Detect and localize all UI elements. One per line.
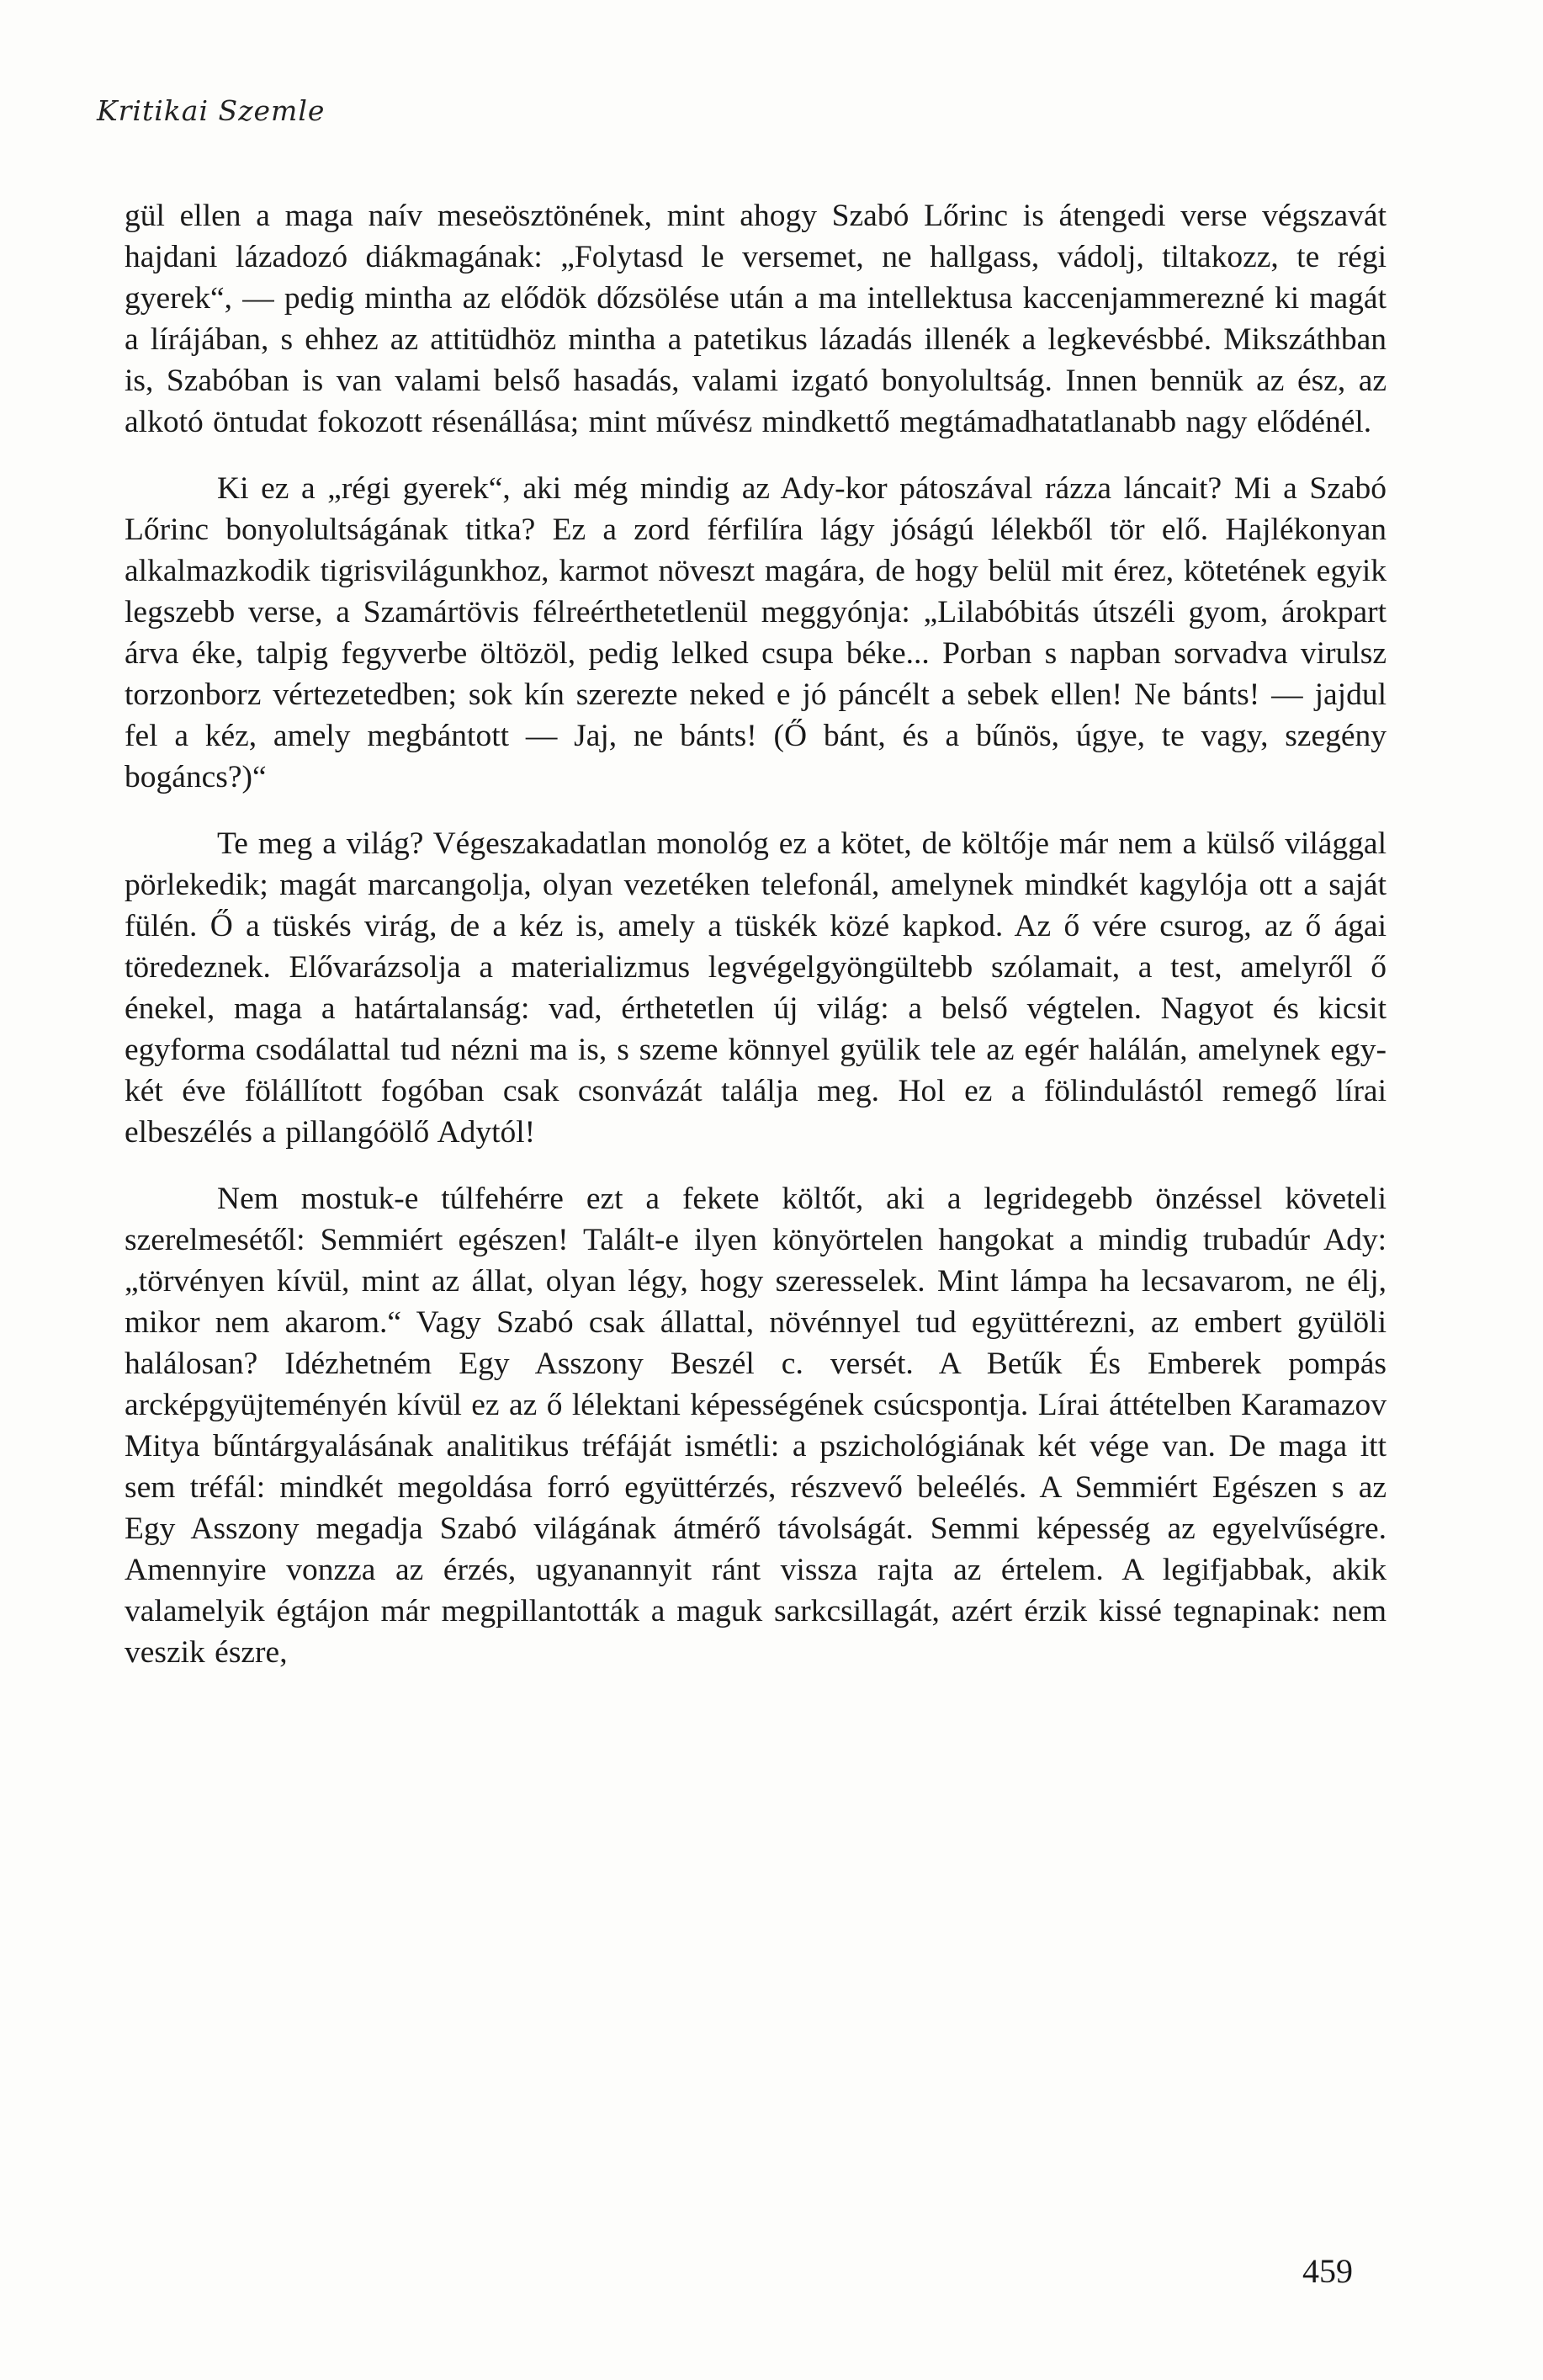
paragraph-continued: gül ellen a maga naív meseösztönének, mint ahogy Szabó Lőrinc is átengedi verse végszavát hajdani lázadozó diákmagának: „Folytasd le versemet, ne hallgass, vádolj, tiltakozz, te régi gyerek“, — pedig mintha az elődök dőzsölése után a ma intellektusa kaccenjammerezné ki magát a lírájában, s ehhez az attitüdhöz mintha a patetikus lázadás illenék a legkevésbbé. Mikszáthban is, Szabóban is van valami belső hasadás, valami izgató bonyolultság. Innen bennük az ész, az alkotó öntudat fokozott résenállása; mint művész mindkettő megtámadhatatlanabb nagy elődénél.: [125, 199, 1387, 439]
paragraph: Nem mostuk-e túlfehérre ezt a fekete költőt, aki a legridegebb önzéssel követeli szerelmesétől: Semmiért egészen! Talált-e ilyen könyörtelen hangokat a mindig trubadúr Ady: „törvényen kívül, mint az állat, olyan légy, hogy szeresselek. Mint lámpa ha lecsavarom, ne élj, mikor nem akarom.“ Vagy Szabó csak állattal, növénnyel tud együttérezni, az embert gyülöli halálosan? Idézhetném Egy Asszony Beszél c. versét. A Betűk És Emberek pompás arcképgyüjteményén kívül ez az ő lélektani képességének csúcspontja. Lírai áttételben Karamazov Mitya bűntárgyalásának analitikus tréfáját ismétli: a pszichológiának két vége van. De maga itt sem tréfál: mindkét megoldása forró együttérzés, részvevő beleélés. A Semmiért Egészen s az Egy Asszony megadja Szabó világának átmérő távolságát. Semmi képesség az egyelvűségre. Amennyire vonzza az érzés, ugyanannyit ránt vissza rajta az értelem. A legifjabbak, akik valamelyik égtájon már megpillantották a maguk sarkcsillagát, azért érzik kissé tegnapinak: nem veszik észre,: [125, 1182, 1387, 1670]
running-head: Kritikai Szemle: [97, 94, 326, 127]
body-text: [125, 195, 1387, 1673]
page-number: 459: [1302, 2252, 1353, 2290]
paragraph: Ki ez a „régi gyerek“, aki még mindig az Ady-kor pátoszával rázza láncait? Mi a Szabó Lőrinc bonyolultságának titka? Ez a zord férfilíra lágy jóságú lélekből tör elő. Hajlékonyan alkalmazkodik tigrisvilágunkhoz, karmot növeszt magára, de hogy belül mit érez, kötetének egyik legszebb verse, a Szamártövis félreérthetetlenül meggyónja: „Lilabóbitás útszéli gyom, árokpart árva éke, talpig fegyverbe öltözöl, pedig lelked csupa béke... Porban s napban sorvadva virulsz torzonborz vértezetedben; sok kín szerezte neked e jó páncélt a sebek ellen! Ne bánts! — jajdul fel a kéz, amely megbántott — Jaj, ne bánts! (Ő bánt, és a bűnös, úgye, te vagy, szegény bogáncs?)“: [125, 471, 1387, 794]
paragraph: Te meg a világ? Végeszakadatlan monológ ez a kötet, de költője már nem a külső világgal pörlekedik; magát marcangolja, olyan vezetéken telefonál, amelynek mindkét kagylója ott a saját fülén. Ő a tüskés virág, de a kéz is, amely a tüskék közé kapkod. Az ő vére csurog, az ő ágai töredeznek. Elővarázsolja a materializmus legvégelgyöngültebb szólamait, a test, amelyről ő énekel, maga a határtalanság: vad, érthetetlen új világ: a belső végtelen. Nagyot és kicsit egyforma csodálattal tud nézni ma is, s szeme könnyel gyülik tele az egér halálán, amelynek egy-két éve fölállított fogóban csak csonvázát találja meg. Hol ez a fölindulástól remegő lírai elbeszélés a pillangóölő Adytól!: [125, 826, 1387, 1150]
